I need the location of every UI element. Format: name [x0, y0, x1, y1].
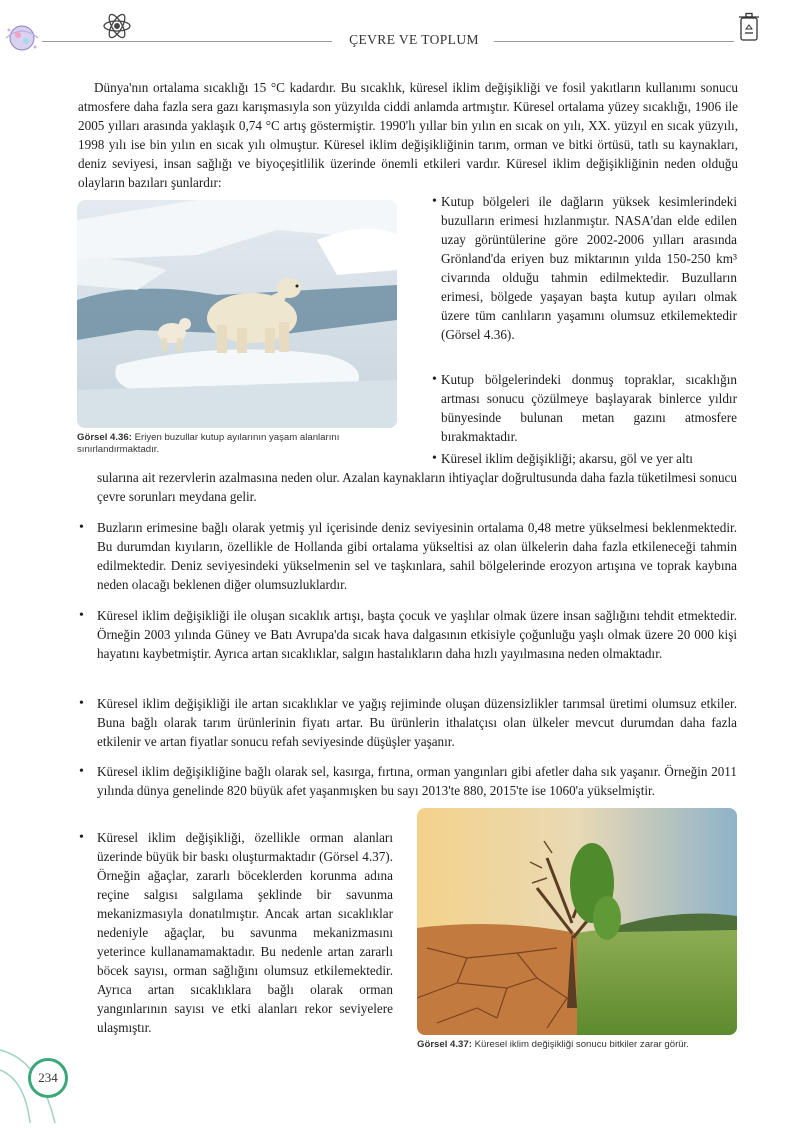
figure-caption-text-4-37: Küresel iklim değişikliği sonucu bitkiler zarar görür. [474, 1039, 689, 1050]
right-bullet-text-3: Küresel iklim değişikliği; akarsu, göl ve yer altı [441, 451, 693, 466]
bullet-dot: • [432, 194, 437, 209]
bullet-health [79, 606, 737, 663]
globe-logo-icon [2, 20, 42, 56]
bullet-dot: • [432, 451, 437, 466]
bullet-disasters [79, 762, 737, 800]
bullet-dot: • [79, 696, 84, 711]
bullet-agriculture [79, 694, 737, 751]
figure-label-4-37: Görsel 4.37: [417, 1039, 472, 1050]
drought-tree-photo [417, 808, 737, 1035]
intro-text: Dünya'nın ortalama sıcaklığı 15 °C kadardır. Bu sıcaklık, küresel iklim değişikliği ve fosil yakıtların kullanımı sonucu atmosfere daha fazla sera gazı karışmasıyla son yüzyılda ciddi anlamda artmıştır. Küresel ortalama yüzey sıcaklığı, 1906 ile 2005 yılları arasında yaklaşık 0,74 °C artış göstermiştir. 1990'lı yıllar bin yılın en sıcak on yılı, XX. yüzyıl en sıcak yüzyılı, 1998 yılı ise bin yılın en sıcak yılı olmuştur. Küresel iklim değişikliğinin tarım, orman ve bitki örtüsü, tatlı su kaynakları, deniz seviyesi, insan sağlığı ve biyoçeşitlilik üzerinde önemli etkileri vardır. Küresel iklim değişikliğinin neden olduğu olayların bazıları şunlardır: [78, 80, 738, 190]
figure-caption-4-36 [77, 432, 397, 456]
atom-icon [101, 10, 133, 42]
right-bullet-3 [432, 449, 737, 468]
continuation-text: sularına ait rezervlerin azalmasına neden olur. Azalan kaynakların ihtiyaçlar doğrultusunda daha fazla tüketilmesi sonucu çevre sorunları meydana gelir. [97, 470, 737, 504]
bullet-forests [79, 828, 393, 1037]
bullet-text-forests: Küresel iklim değişikliği, özellikle orman alanları üzerinde büyük bir baskı oluşturmaktadır (Görsel 4.37). Örneğin ağaçlar, zararlı böceklerden korunma adına reçine salgısı salgılama şeklinde bir savunma mekanizmasıyla donatılmıştır. Ancak artan sıcaklıklar nedeniyle ağaçlar, bu savunma mekanizmasını yeterince kullanamamaktadır. Bu nedenle artan zararlı böcek sayısı, orman sağlığını olumsuz etkilemektedir. Ayrıca artan sıcaklıklara bağlı olarak orman yangınlarının sayısı ve etki alanları rekor seviyelere ulaşmıştır. [97, 830, 393, 1035]
page-number: 234 [28, 1058, 68, 1098]
bullet-text-health: Küresel iklim değişikliği ile oluşan sıcaklık artışı, başta çocuk ve yaşlılar olmak üzere insan sağlığını tehdit etmektedir. Örneğin 2003 yılında Güney ve Batı Avrupa'da sıcak hava dalgasının etkisiyle çoğunluğu yaşlı olmak üzere 20 000 kişi hayatını kaybetmiştir. Ayrıca artan sıcaklıklar, salgın hastalıkların daha hızlı yayılmasına neden olmaktadır. [97, 608, 737, 661]
right-bullet-text-2: Kutup bölgelerindeki donmuş topraklar, sıcaklığın artması sonucu çözülmeye başlayarak binlerce yıldır bünyesinde bulunan metan gazını atmosfere bırakmaktadır. [441, 372, 737, 444]
right-bullet-text-1: Kutup bölgeleri ile dağların yüksek kesimlerindeki buzulların erimesi hızlanmıştır. NASA'dan elde edilen uzay görüntülerine göre 2002-2006 yılları arasında Grönland'da eriyen buz miktarının yılda 150-250 km³ civarında olduğu tahmin edilmektedir. Buzulların erimesi, bölgede yaşayan başta kutup ayıları olmak üzere tüm canlıların yaşamını olumsuz etkilemektedir (Görsel 4.36). [441, 194, 737, 342]
bullet-dot: • [79, 520, 84, 535]
header-rule-right [494, 41, 734, 42]
page-header-title: ÇEVRE VE TOPLUM [349, 32, 479, 47]
right-bullet-2 [432, 370, 737, 446]
right-bullet-1 [432, 192, 737, 344]
bullet-dot: • [79, 608, 84, 623]
figure-caption-text-4-36: Eriyen buzullar kutup ayılarının yaşam alanlarını sınırlandırmaktadır. [77, 432, 340, 455]
header-rule-left [42, 41, 332, 42]
bullet-sea-level [79, 518, 737, 594]
figure-label-4-36: Görsel 4.36: [77, 432, 132, 443]
bullet-dot: • [79, 830, 84, 845]
bullet-text-disasters: Küresel iklim değişikliğine bağlı olarak sel, kasırga, fırtına, orman yangınları gibi afetler daha sık yaşanır. Örneğin 2011 yılında dünya genelinde 820 büyük afet yaşanmışken bu sayı 2013'te 880, 2015'te ise 1060'a yükselmiştir. [97, 764, 737, 798]
intro-paragraph [78, 78, 738, 192]
bullet-dot: • [432, 372, 437, 387]
recycle-bin-icon [738, 12, 760, 42]
bullet-text-agriculture: Küresel iklim değişikliği ile artan sıcaklıklar ve yağış rejiminde oluşan düzensizlikler tarımsal üretimi olumsuz etkiler. Buna bağlı olarak tarım ürünlerinin fiyatı artar. Bu ürünlerin ithalatçısı olan ülkeler mevcut durumdan daha fazla etkilenir ve artan fiyatlar sonucu refah seviyesinde düşüşler yaşanır. [97, 696, 737, 749]
bullet-dot: • [79, 764, 84, 779]
polar-bear-photo [77, 200, 397, 428]
figure-caption-4-37 [417, 1039, 747, 1051]
continuation-paragraph [97, 468, 737, 506]
bullet-text-sea-level: Buzların erimesine bağlı olarak yetmiş yıl içerisinde deniz seviyesinin ortalama 0,48 metre yükselmesi beklenmektedir. Bu durumdan kıyıların, özellikle de Hollanda gibi ortalama yükseltisi az olan ülkelerin daha fazla etkileneceği tahmin edilmektedir. Deniz seviyesindeki yükselmenin sel ve taşkınlara, sahil bölgelerinde erozyon artışına ve toprak kaybına neden olacağı beklenen diğer olumsuzluklardır. [97, 520, 737, 592]
